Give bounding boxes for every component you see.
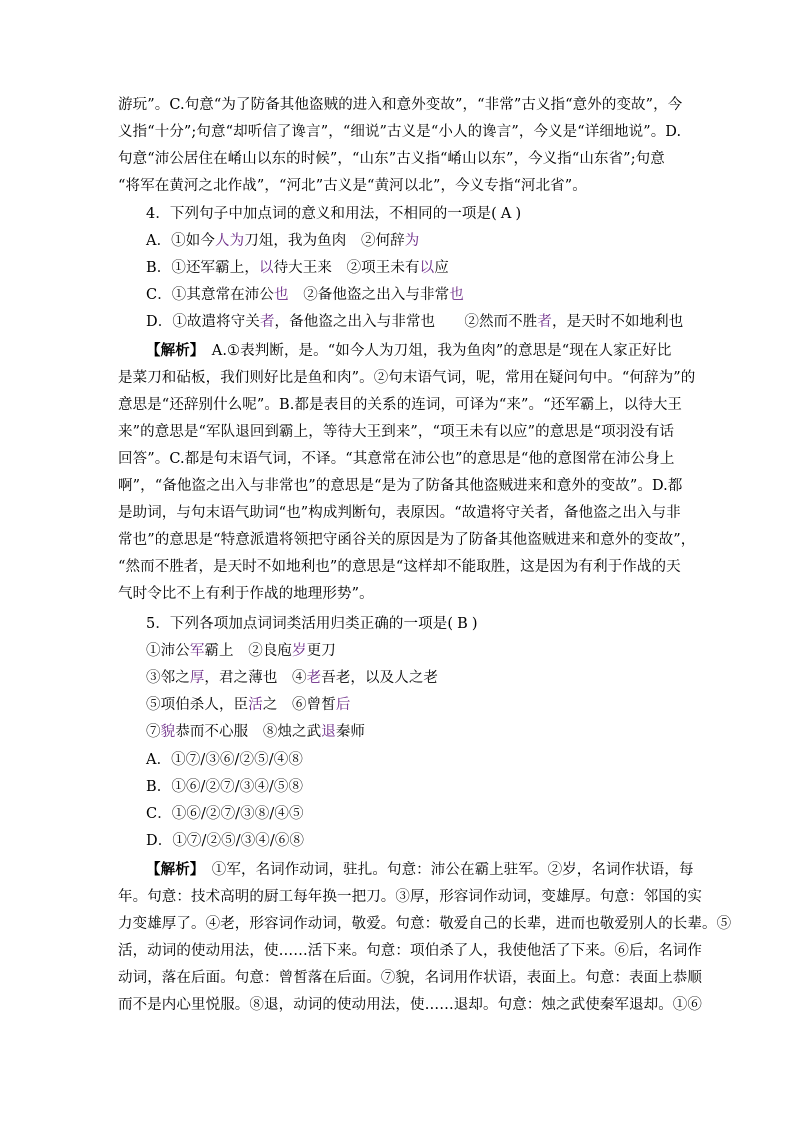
question-5-item-row [146,696,706,714]
text-line: “将军在黄河之北作战”，“河北”古义是“黄河以北”，今义专指“河北省”。 [118,178,587,194]
text-fragment: ⑤项伯杀人，臣 [146,697,249,713]
question-4-option-c [146,286,706,304]
text-fragment: ，备他盗之出入与非常也 ②然而不胜 [274,314,538,330]
text-fragment: 恭而不心服 ⑧烛之武 [175,724,322,740]
dotted-word: 者 [537,314,552,330]
question-4-answer: A [500,206,512,222]
text-fragment: ，是天时不如地利也 [551,314,684,330]
text-fragment: ) [471,616,478,632]
dotted-word: 也 [449,287,464,303]
question-5-option-b: B．①⑥/②⑦/③④/⑤⑧ [146,779,304,795]
question-5-item-row [146,642,706,660]
text-fragment: ③邻之 [146,670,190,686]
dotted-word: 貌 [160,724,176,740]
dotted-word: 军 [189,643,205,659]
dotted-word: 也 [274,287,289,303]
analysis-line: 回答”。C.都是句末语气词，不译。“其意常在沛公也”的意思是“他的意图常在沛公身上 [118,451,675,467]
text-fragment: 霸上 ②良庖 [204,643,293,659]
text-line: 义指“十分”;句意“却听信了谗言”，“细说”古义是“小人的谗言”，今义是“详细地说”。D. [118,124,682,140]
text-line: 游玩”。C.句意“为了防备其他盗贼的进入和意外变故”，“非常”古义指“意外的变故”，今 [118,97,683,113]
dotted-word: 以 [419,260,435,276]
analysis-line: 活，动词的使动用法，使……活下来。句意：项伯杀了人，我使他活了下来。⑥后，名词作 [118,943,702,959]
question-5-stem [146,615,706,633]
text-fragment: 之 ⑥曾皙 [262,697,336,713]
analysis-line: 常也”的意思是“特意派遣将领把守函谷关的原因是为了防备其他盗贼进来和意外的变故”， [118,532,696,548]
text-fragment: B．①还军霸上， [146,260,259,276]
text-fragment: 应 [434,260,449,276]
question-4-option-d [146,313,706,331]
text-fragment: 4．下列句子中加点词的意义和用法，不相同的一项是( [146,206,497,222]
analysis-line: 气时令比不上有利于作战的地理形势”。 [118,586,374,602]
text-fragment: ，君之薄也 ④ [204,670,307,686]
analysis-line: 啊”，“备他盗之出入与非常也”的意思是“是为了防备其他盗贼进来和意外的变故”。D.都 [118,478,683,494]
question-5-item-row [146,669,706,687]
text-fragment: C．①其意常在沛公 [146,287,274,303]
text-fragment: D．①故遣将守关 [146,314,260,330]
text-fragment: ⑦ [146,724,161,740]
question-5-answer: B [457,616,468,632]
question-4-analysis-first [146,342,706,360]
dotted-word: 岁 [292,643,307,659]
text-fragment: 秦师 [335,724,366,740]
text-fragment: 吾老，以及人之老 [321,670,439,686]
dotted-word: 厚 [189,670,205,686]
analysis-line: 动词，落在后面。句意：曾皙落在后面。⑦貌，名词用作状语，表面上。句意：表面上恭顺 [118,970,702,986]
text-line: 句意“沛公居住在崤山以东的时候”，“山东”古义指“崤山以东”，今义指“山东省”;句意 [118,151,665,167]
question-5-option-d: D．①⑦/②⑤/③④/⑥⑧ [146,833,305,849]
text-fragment: ①沛公 [146,643,190,659]
question-5-option-c: C．①⑥/②⑦/③⑧/④⑤ [146,806,304,822]
text-fragment: ①军，名词作动词，驻扎。句意：沛公在霸上驻军。②岁，名词作状语，每 [211,862,694,878]
text-fragment: A．①如今 [146,233,215,249]
text-fragment: 更刀 [306,643,336,659]
analysis-line: 意思是“还辞别什么呢”。B.都是表目的关系的连词，可译为“来”。“还军霸上，以待大王 [118,397,683,413]
analysis-line: 是助词，与句末语气助词“也”构成判断句，表原因。“故遣将守关者，备他盗之出入与非 [118,505,681,521]
dotted-word: 老 [306,670,322,686]
analysis-line: “然而不胜者，是天时不如地利也”的意思是“这样却不能取胜，这是因为有利于作战的天 [118,559,681,575]
text-fragment: 刀俎，我为鱼肉 ②何辞 [244,233,405,249]
analysis-tag: 【解析】 [146,861,198,878]
dotted-word: 后 [335,697,351,713]
dotted-word: 退 [321,724,336,740]
question-5-analysis-first [146,861,706,879]
analysis-line: 来”的意思是“军队退回到霸上，等待大王到来”，“项王未有以应”的意思是“项羽没有话 [118,424,675,440]
text-fragment: 5．下列各项加点词词类活用归类正确的一项是( [146,616,454,632]
text-fragment: A.①表判断，是。“如今人为刀俎，我为鱼肉”的意思是“现在人家正好比 [211,343,672,359]
dotted-word: 为 [404,233,420,249]
dotted-word: 以 [258,260,274,276]
dotted-word: 人为 [214,233,245,249]
question-5-option-a: A．①⑦/③⑥/②⑤/④⑧ [146,752,303,768]
question-4-stem [146,205,706,223]
dotted-word: 活 [248,697,263,713]
dotted-word: 者 [259,314,275,330]
analysis-line: 而不是内心里悦服。⑧退，动词的使动用法，使……退却。句意：烛之武使秦军退却。①⑥ [118,997,702,1013]
analysis-line: 年。句意：技术高明的厨工每年换一把刀。③厚，形容词作动词，变雄厚。句意：邻国的实 [118,889,702,905]
analysis-line: 力变雄厚了。④老，形容词作动词，敬爱。句意：敬爱自己的长辈，进而也敬爱别人的长辈。⑤ [118,916,732,932]
text-fragment: ) [515,206,522,222]
text-fragment: ②备他盗之出入与非常 [288,287,450,303]
question-4-option-a [146,232,706,250]
question-5-item-row [146,723,706,741]
analysis-tag: 【解析】 [146,342,198,359]
text-fragment: 待大王来 ②项王未有 [273,260,420,276]
question-4-option-b [146,259,706,277]
analysis-line: 是菜刀和砧板，我们则好比是鱼和肉”。②句末语气词，呢，常用在疑问句中。“何辞为”的 [118,370,696,386]
